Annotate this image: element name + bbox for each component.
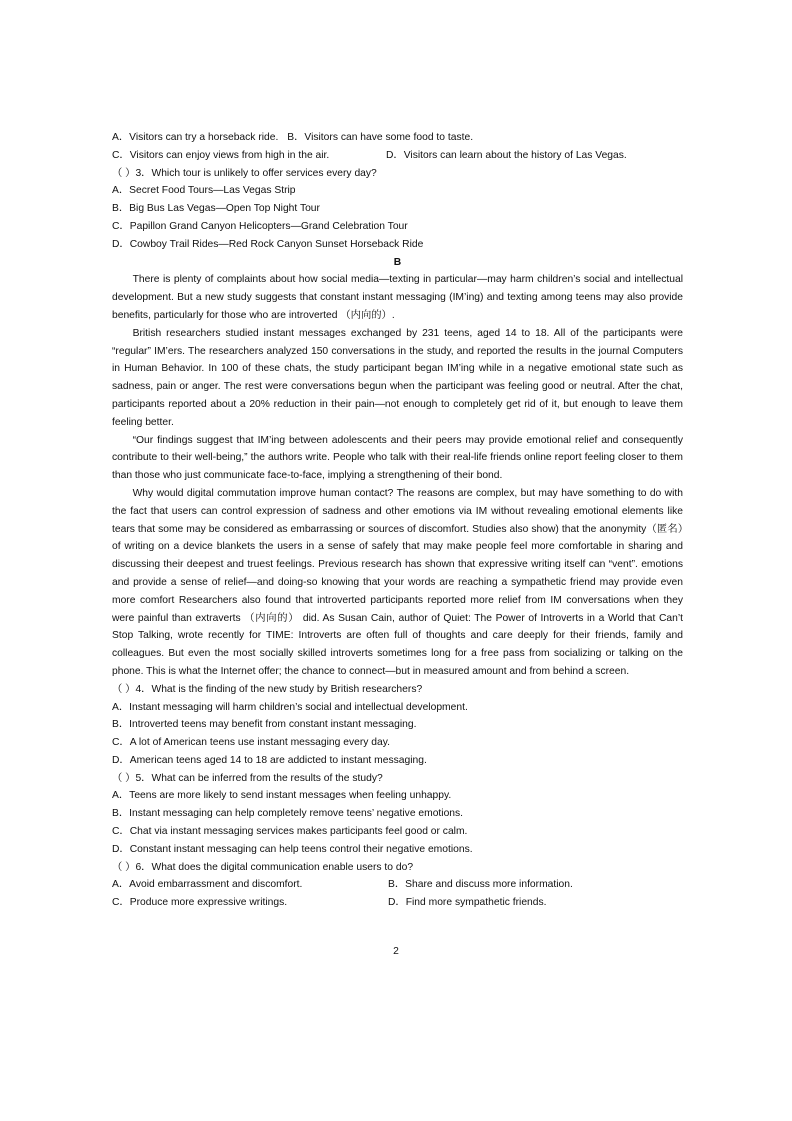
q5-option-d: D．Constant instant messaging can help teens control their negative emotions.: [112, 843, 473, 855]
passage-paragraph-2: British researchers studied instant messages exchanged by 231 teens, aged 14 to 18. All of the participants were “regular” IM’ers. The researchers analyzed 150 conversations in the study, and reported the results in the journal Computers in Human Behavior. In 100 of these chats, the study participant began IM’ing while in a negative emotional state such as sadness, pain or anger. The rest were conversations begun when the participant was feeling good or neutral. After the chat, participants reported about a 20% reduction in their pain—not enough to completely get rid of it, but enough to leave them feeling better.: [112, 327, 683, 428]
q6-options-row-1: [112, 876, 683, 894]
q6-options-row-2: [112, 894, 683, 912]
q3-option-a: A．Secret Food Tours—Las Vegas Strip: [112, 185, 296, 197]
passage-paragraph-4: Why would digital commutation improve human contact? The reasons are complex, but may have something to do with the fact that users can control expression of sadness and other emotions via IM without revealing emotional elements like tears that some may be considered as embarrassing or sources of discomfort. Studies also show) that the anonymity（匿名）of writing on a device blankets the users in a sense of safely that may make people feel more comfortable in sharing and discussing their deepest and truest feelings. Previous research has shown that expressive writing itself can “vent”. emotions and provide a sense of relief—and doing-so knowing that your words are reaching a sympathetic friend may provide even more comfort Researchers also found that introverted participants reported more relief from IM conversations when they were painful than extraverts （内向的） did. As Susan Cain, author of Quiet: The Power of Introverts in a World that Can’t Stop Talking, wrote recently for TIME: Introverts are often full of thoughts and care deeply for their friends, family and colleagues. But even the most socially skilled introverts sometimes long for a free pass from socializing or talking on the phone. This is what the Internet offer; the chance to connect—but in measured amount and from behind a screen.: [112, 487, 683, 677]
q4-option-c: C．A lot of American teens use instant messaging every day.: [112, 737, 390, 749]
q2-option-b: B．Visitors can have some food to taste.: [287, 132, 474, 143]
page-number: 2: [393, 946, 399, 957]
passage-paragraph-3: “Our findings suggest that IM’ing between adolescents and their peers may provide emotional relief and consequently contribute to their well-being,” the authors write. People who talk with their real-life friends online report feeling closer to them than those who just communicate face-to-face, implying a strengthening of their bond.: [112, 434, 683, 482]
q5-option-b: B．Instant messaging can help completely remove teens’ negative emotions.: [112, 808, 464, 820]
q2-options-row-1: [112, 129, 683, 147]
q6-option-d: D．Find more sympathetic friends.: [388, 897, 547, 909]
q2-option-d: D．Visitors can learn about the history of Las Vegas.: [386, 149, 627, 161]
passage: [112, 271, 683, 680]
q5-option-a: A．Teens are more likely to send instant messages when feeling unhappy.: [112, 790, 452, 802]
q2-options-row-2: [112, 147, 683, 165]
q6-option-b: B．Share and discuss more information.: [388, 879, 573, 891]
q4-option-d: D．American teens aged 14 to 18 are addicted to instant messaging.: [112, 754, 427, 766]
q2-option-c: C．Visitors can enjoy views from high in the air.: [112, 149, 330, 161]
passage-paragraph-1: There is plenty of complaints about how social media—texting in particular—may harm children’s social and intellectual development. But a new study suggests that constant instant messaging (IM’ing) and texting among teens may also provide benefits, particularly for those who are introverted （内向的）.: [112, 274, 683, 321]
q4-stem: （ ）4．What is the finding of the new study by British researchers?: [112, 683, 423, 695]
q3-option-b: B．Big Bus Las Vegas—Open Top Night Tour: [112, 203, 320, 215]
q5-option-c: C．Chat via instant messaging services makes participants feel good or calm.: [112, 826, 468, 838]
q4-option-a: A．Instant messaging will harm children’s social and intellectual development.: [112, 701, 468, 713]
section-heading: B: [393, 256, 402, 268]
q4-option-b: B．Introverted teens may benefit from constant instant messaging.: [112, 719, 417, 731]
q6-option-a: A．Avoid embarrassment and discomfort.: [112, 879, 303, 891]
q5-stem: （ ）5．What can be inferred from the results of the study?: [112, 772, 383, 784]
q6-option-c: C．Produce more expressive writings.: [112, 897, 288, 909]
q2-option-a: A．Visitors can try a horseback ride.: [112, 132, 279, 143]
q6-stem: （ ）6．What does the digital communication enable users to do?: [112, 861, 414, 873]
page-content: [112, 129, 683, 912]
q3-option-c: C．Papillon Grand Canyon Helicopters—Grand Celebration Tour: [112, 220, 408, 232]
q3-stem: （ ）3．Which tour is unlikely to offer services every day?: [112, 167, 377, 179]
q3-option-d: D．Cowboy Trail Rides—Red Rock Canyon Sunset Horseback Ride: [112, 238, 424, 250]
